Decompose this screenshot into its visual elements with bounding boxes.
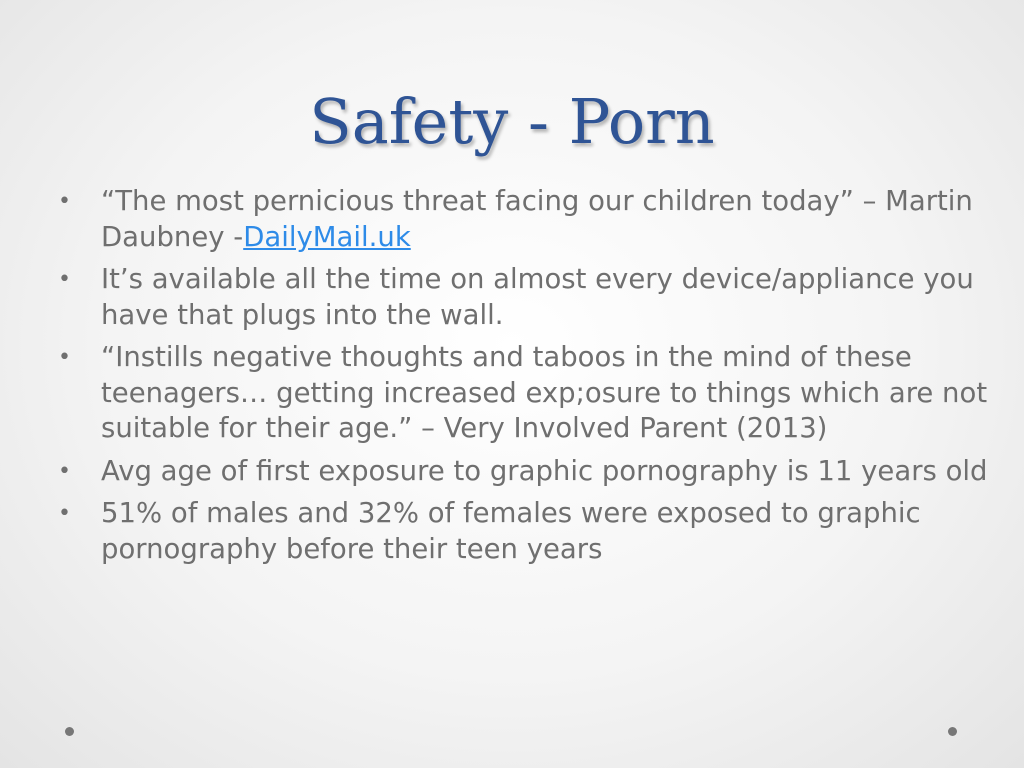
bullet-icon: •	[58, 458, 71, 484]
slide-title: Safety - Porn	[309, 85, 715, 158]
bullet-text: “Instills negative thoughts and taboos in the mind of these teenagers… getting increased exp;osure to things which are not suitable for their age.” – Very Involved Parent (2013)	[101, 341, 988, 444]
decorative-dot-icon	[948, 727, 957, 736]
bullet-text: “The most pernicious threat facing our children today” – Martin Daubney -	[101, 185, 973, 253]
dailymail-link[interactable]: DailyMail.uk	[243, 220, 411, 253]
bullet-icon: •	[58, 267, 71, 292]
bullet-item	[58, 496, 988, 567]
decorative-dot-icon	[65, 727, 74, 736]
bullet-text: Avg age of first exposure to graphic pornography is 11 years old	[101, 454, 988, 487]
bullet-text: It’s available all the time on almost every device/appliance you have that plugs into the wall.	[101, 263, 974, 331]
bullet-icon: •	[58, 501, 71, 526]
bullet-list	[58, 184, 988, 574]
bullet-icon: •	[58, 189, 71, 214]
bullet-text: 51% of males and 32% of females were exposed to graphic pornography before their teen years	[101, 497, 921, 565]
bullet-item	[58, 262, 988, 333]
bullet-item	[58, 184, 988, 255]
bullet-item	[58, 340, 988, 447]
bullet-icon: •	[58, 345, 71, 370]
bullet-item	[58, 454, 988, 490]
